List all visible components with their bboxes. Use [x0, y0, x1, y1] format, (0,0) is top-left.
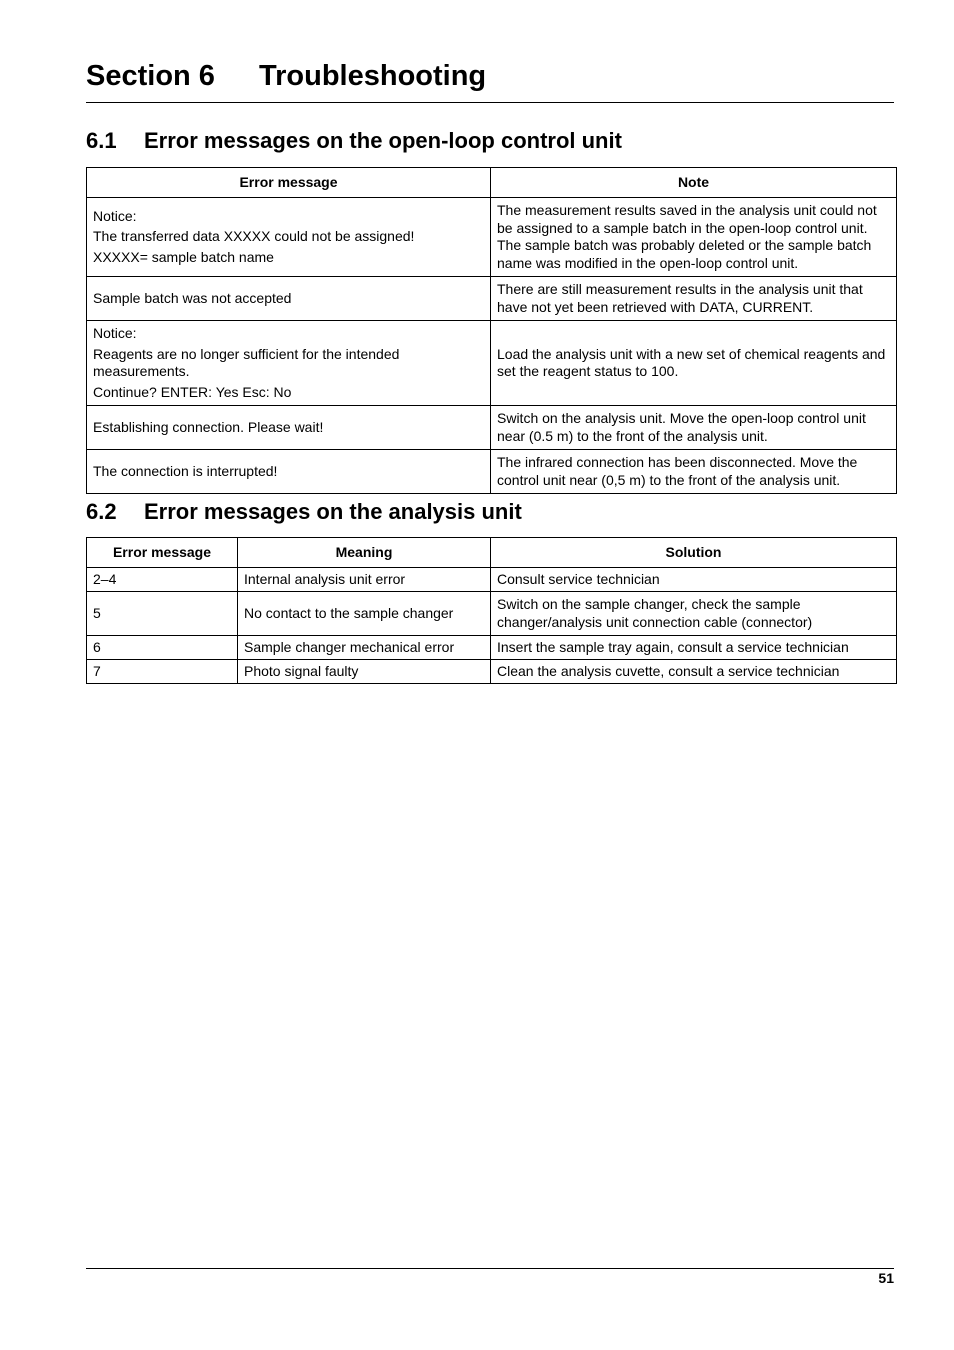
column-header: Solution	[491, 538, 897, 568]
analysis-unit-error-table	[86, 537, 897, 684]
section-number: Section 6	[86, 60, 215, 92]
message-line: XXXXX= sample batch name	[93, 248, 274, 265]
table-row	[87, 406, 897, 450]
solution-cell: Insert the sample tray again, consult a service technician	[491, 636, 897, 660]
error-message-cell	[87, 450, 491, 494]
control-unit-error-table	[86, 167, 897, 494]
section-title: Troubleshooting	[259, 60, 487, 92]
note-cell: The measurement results saved in the analysis unit could not be assigned to a sample batch in the open-loop control unit. The sample batch was probably deleted or the sample batch name was modified in the open-loop control unit.	[491, 198, 897, 277]
table-row	[87, 277, 897, 321]
meaning-cell: No contact to the sample changer	[238, 592, 491, 636]
table-row	[87, 568, 897, 592]
subsection-title: Error messages on the analysis unit	[144, 499, 522, 524]
subsection-title: Error messages on the open-loop control unit	[144, 128, 622, 153]
section-header	[86, 58, 894, 103]
subsection-number: 6.1	[86, 128, 117, 153]
note-cell: Switch on the analysis unit. Move the open-loop control unit near (0.5 m) to the front of the analysis unit.	[491, 406, 897, 450]
error-message-cell	[87, 406, 491, 450]
meaning-cell: Sample changer mechanical error	[238, 636, 491, 660]
message-line: Reagents are no longer sufficient for the intended measurements.	[93, 345, 400, 379]
message-line: Establishing connection. Please wait!	[93, 418, 324, 435]
table-row	[87, 450, 897, 494]
footer-divider	[86, 1268, 894, 1269]
message-line: Notice:	[93, 325, 137, 341]
column-header: Note	[491, 168, 897, 198]
table-row	[87, 321, 897, 406]
solution-cell: Clean the analysis cuvette, consult a service technician	[491, 660, 897, 684]
solution-cell: Switch on the sample changer, check the sample changer/analysis unit connection cable (connector)	[491, 592, 897, 636]
message-line: The connection is interrupted!	[93, 462, 278, 479]
meaning-cell: Internal analysis unit error	[238, 568, 491, 592]
message-line: The transferred data XXXXX could not be assigned!	[93, 228, 415, 245]
column-header: Error message	[87, 538, 238, 568]
note-cell: The infrared connection has been disconnected. Move the control unit near (0,5 m) to the front of the analysis unit.	[491, 450, 897, 494]
table-row	[87, 592, 897, 636]
message-line: Notice:	[93, 207, 137, 224]
error-message-cell	[87, 321, 491, 406]
meaning-cell: Photo signal faulty	[238, 660, 491, 684]
table-row	[87, 198, 897, 277]
message-line: Continue? ENTER: Yes Esc: No	[93, 383, 292, 400]
table-header-row	[87, 538, 897, 568]
error-message-cell	[87, 198, 491, 277]
error-message-cell	[87, 277, 491, 321]
subsection-number: 6.2	[86, 499, 117, 524]
note-cell: Load the analysis unit with a new set of chemical reagents and set the reagent status to 100.	[491, 321, 897, 406]
page-number: 51	[878, 1270, 894, 1286]
note-cell: There are still measurement results in the analysis unit that have not yet been retrieved with DATA, CURRENT.	[491, 277, 897, 321]
column-header: Meaning	[238, 538, 491, 568]
solution-cell: Consult service technician	[491, 568, 897, 592]
message-line: Sample batch was not accepted	[93, 289, 292, 306]
error-code-cell: 2–4	[87, 568, 238, 592]
error-code-cell: 5	[87, 592, 238, 636]
column-header: Error message	[87, 168, 491, 198]
table-row	[87, 660, 897, 684]
table-row	[87, 636, 897, 660]
table-header-row	[87, 168, 897, 198]
error-code-cell: 6	[87, 636, 238, 660]
error-code-cell: 7	[87, 660, 238, 684]
